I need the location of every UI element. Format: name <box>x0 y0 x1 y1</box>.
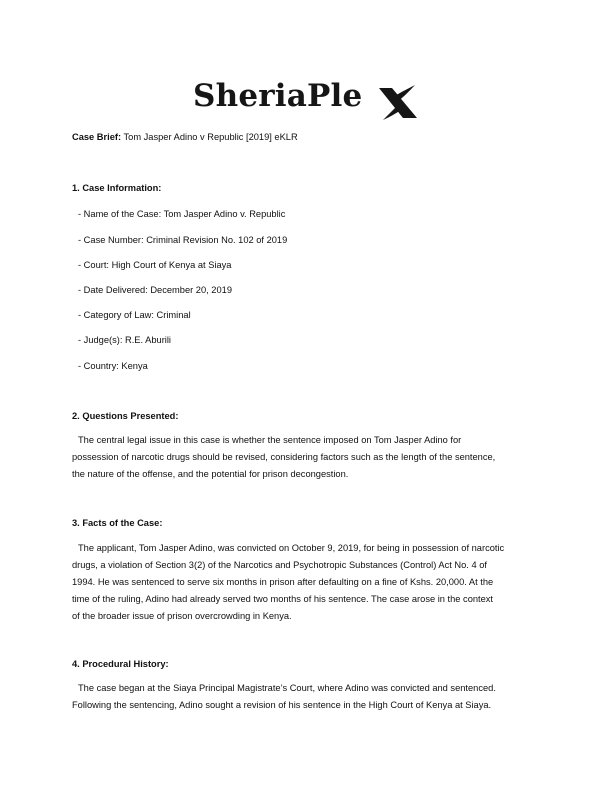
paragraph-line: Following the sentencing, Adino sought a revision of his sentence in the High Court of Kenya at Siaya. <box>72 700 492 710</box>
case-brief-line <box>72 131 298 143</box>
paragraph-line: drugs, a violation of Section 3(2) of the Narcotics and Psychotropic Substances (Control) Act No. 4 of <box>72 560 487 570</box>
facts-paragraph <box>72 540 542 625</box>
procedural-paragraph <box>72 680 542 714</box>
case-info-name: - Name of the Case: Tom Jasper Adino v. Republic <box>78 209 286 219</box>
section-heading-facts: 3. Facts of the Case: <box>72 518 163 528</box>
section-heading-case-information: 1. Case Information: <box>72 183 162 193</box>
sheriaplex-logo <box>193 78 423 124</box>
paragraph-line: time of the ruling, Adino had already served two months of his sentence. The case arose in the context <box>72 594 494 604</box>
logo-wordmark: SheriaPle <box>193 78 363 114</box>
paragraph-line: possession of narcotic drugs should be revised, considering factors such as the length of the sentence, <box>72 452 496 462</box>
case-info-judges: - Judge(s): R.E. Aburili <box>78 335 172 345</box>
case-info-category: - Category of Law: Criminal <box>78 310 191 320</box>
logo-x-mark <box>377 82 421 122</box>
questions-paragraph <box>72 432 542 483</box>
paragraph-line: The central legal issue in this case is whether the sentence imposed on Tom Jasper Adino for <box>78 435 462 445</box>
paragraph-line: 1994. He was sentenced to serve six months in prison after defaulting on a fine of Kshs. 20,000. At the <box>72 577 494 587</box>
case-info-country: - Country: Kenya <box>78 361 148 371</box>
paragraph-line: the nature of the offense, and the potential for prison decongestion. <box>72 469 349 479</box>
case-info-date: - Date Delivered: December 20, 2019 <box>78 285 232 295</box>
case-info-court: - Court: High Court of Kenya at Siaya <box>78 260 232 270</box>
case-info-number: - Case Number: Criminal Revision No. 102 of 2019 <box>78 235 288 245</box>
case-brief-label: Case Brief: <box>72 132 122 142</box>
case-brief-title: Tom Jasper Adino v Republic [2019] eKLR <box>123 132 298 142</box>
paragraph-line: of the broader issue of prison overcrowding in Kenya. <box>72 611 292 621</box>
section-heading-procedural-history: 4. Procedural History: <box>72 659 169 669</box>
section-heading-questions-presented: 2. Questions Presented: <box>72 411 179 421</box>
paragraph-line: The case began at the Siaya Principal Magistrate’s Court, where Adino was convicted and sentenced. <box>78 683 496 693</box>
paragraph-line: The applicant, Tom Jasper Adino, was convicted on October 9, 2019, for being in possession of narcotic <box>78 543 505 553</box>
